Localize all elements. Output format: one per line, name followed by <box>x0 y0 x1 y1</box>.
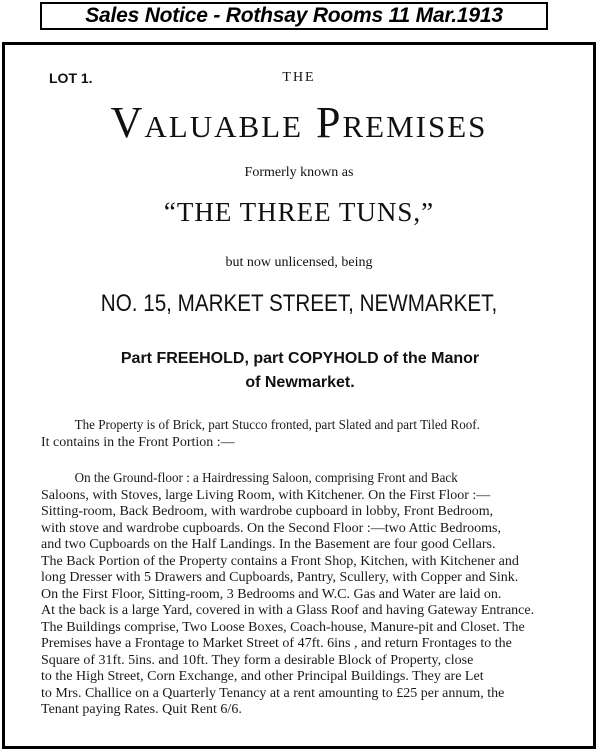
paragraph-line: to Mrs. Challice on a Quarterly Tenancy at a rent amounting to £25 per annum, the <box>41 685 505 701</box>
paragraph-line: Sitting-room, Back Bedroom, with wardrobe cupboard in lobby, Front Bedroom, <box>41 504 494 519</box>
tenure-statement <box>65 347 535 395</box>
paragraph-line: The Back Portion of the Property contains a Front Shop, Kitchen, with Kitchener and <box>41 553 519 569</box>
unlicensed-note: but now unlicensed, being <box>225 255 373 270</box>
paragraph-line: On the Ground-floor : a Hairdressing Saloon, comprising Front and Back <box>74 471 458 486</box>
notice-frame <box>2 42 596 749</box>
tenure-line: of Newmarket. <box>245 374 355 391</box>
paragraph-line: to the High Street, Corn Exchange, and other Principal Buildings. They are Let <box>41 669 484 684</box>
paragraph-line: Tenant paying Rates. Quit Rent 6/6. <box>41 702 242 717</box>
formerly-known-as: Formerly known as <box>244 165 354 180</box>
lot-number: LOT 1. <box>49 70 93 86</box>
tenure-line: Part FREEHOLD, part COPYHOLD of the Manor <box>120 350 480 367</box>
paragraph-line: Square of 31ft. 5ins. and 10ft. They form a desirable Block of Property, close <box>41 652 474 668</box>
the-heading: THE <box>282 70 316 85</box>
paragraph-line: At the back is a large Yard, covered in with a Glass Roof and having Gateway Entrance. <box>41 603 535 618</box>
paragraph-line: It contains in the Front Portion :— <box>41 434 235 450</box>
property-address: NO. 15, MARKET STREET, NEWMARKET, <box>100 290 498 317</box>
paragraph-line: with stove and wardrobe cupboards. On the Second Floor :—two Attic Bedrooms, <box>41 520 501 536</box>
notice-header-title: Sales Notice - Rothsay Rooms 11 Mar.1913 <box>85 4 503 27</box>
paragraph-line: On the First Floor, Sitting-room, 3 Bedrooms and W.C. Gas and Water are laid on. <box>41 586 502 602</box>
description-paragraph <box>41 471 589 719</box>
intro-paragraph <box>41 418 589 451</box>
paragraph-line: long Dresser with 5 Drawers and Cupboards, Pantry, Scullery, with Copper and Sink. <box>41 570 519 585</box>
paragraph-line: The Buildings comprise, Two Loose Boxes, Coach-house, Manure-pit and Closet. The <box>41 619 525 635</box>
paragraph-line: and two Cupboards on the Half Landings. In the Basement are four good Cellars. <box>41 537 496 552</box>
former-name: “THE THREE TUNS,” <box>163 197 435 227</box>
main-title: Valuable Premises <box>110 98 488 147</box>
paragraph-line: The Property is of Brick, part Stucco fronted, part Slated and part Tiled Roof. <box>74 418 480 433</box>
notice-header <box>40 2 548 30</box>
paragraph-line: Saloons, with Stoves, large Living Room, with Kitchener. On the First Floor :— <box>41 487 491 503</box>
paragraph-line: Premises have a Frontage to Market Street of 47ft. 6ins , and return Frontages to the <box>41 636 512 651</box>
